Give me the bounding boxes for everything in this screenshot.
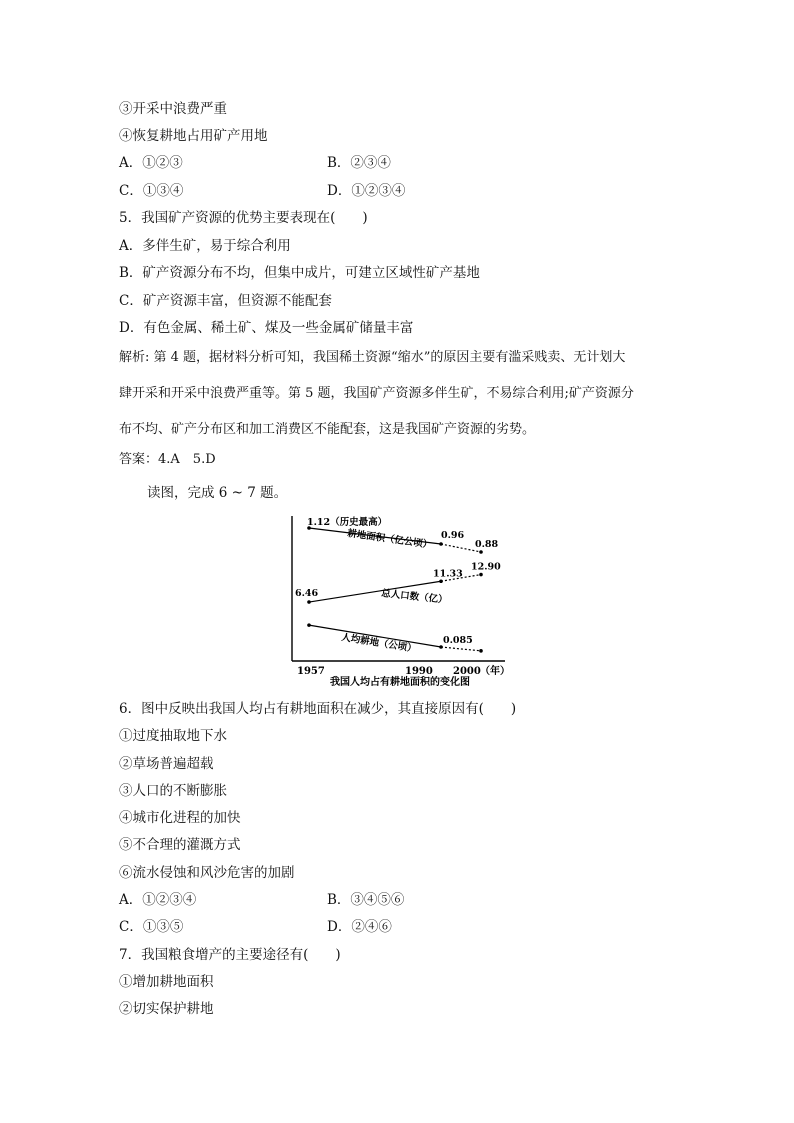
solution-line-3: 布不均、矿产分布区和加工消费区不能配套，这是我国矿产资源的劣势。 [119, 422, 536, 437]
series-1-point-2 [479, 573, 483, 577]
solution-line-2: 肆开采和开采中浪费严重等。第 5 题，我国矿产资源多伴生矿，不易综合利用;矿产资源分 [119, 386, 634, 401]
q7-item-1: ①增加耕地面积 [119, 974, 214, 990]
series-1-name-label: 总人口数（亿） [380, 588, 448, 606]
series-0-data-label-0: 1.12（历史最高） [307, 517, 388, 528]
series-1-point-0 [307, 600, 311, 604]
series-2-point-0 [307, 623, 311, 627]
series-2-name-label: 人均耕地（公顷） [340, 632, 418, 655]
q5-stem: 5．我国矿产资源的优势主要表现在( ) [119, 210, 368, 226]
q6-item-4: ④城市化进程的加快 [119, 810, 241, 826]
x-tick-1990: 1990 [405, 666, 433, 677]
series-1-data-label-1: 11.33 [433, 568, 463, 580]
series-1-data-label-2: 12.90 [471, 561, 501, 573]
q6-option-c: C．①③⑤ [119, 919, 184, 935]
series-2-data-label-1: 0.085 [443, 635, 473, 646]
cropland-chart [285, 506, 515, 686]
x-axis-unit: （年） [480, 666, 510, 677]
chart-title: 我国人均占有耕地面积的变化图 [330, 677, 470, 686]
q6-item-3: ③人口的不断膨胀 [119, 783, 227, 799]
series-0-data-label-2: 0.88 [475, 539, 499, 550]
q4-option-b: B．②③④ [327, 155, 391, 171]
series-2-point-2 [479, 649, 483, 653]
q4-option-c: C．①③④ [119, 183, 184, 199]
q5-option-b: B．矿产资源分布不均，但集中成片，可建立区域性矿产基地 [119, 265, 480, 281]
q6-stem: 6．图中反映出我国人均占有耕地面积在减少，其直接原因有( ) [119, 701, 517, 717]
series-0-data-label-1: 0.96 [441, 530, 465, 541]
q6-option-b: B．③④⑤⑥ [327, 892, 405, 908]
x-tick-1957: 1957 [297, 666, 325, 677]
q5-option-c: C．矿产资源丰富，但资源不能配套 [119, 293, 332, 309]
series-1-data-label-0: 6.46 [295, 588, 319, 600]
q7-stem: 7．我国粮食增产的主要途径有( ) [119, 947, 341, 963]
q5-option-d: D．有色金属、稀土矿、煤及一些金属矿储量丰富 [119, 320, 414, 336]
q4-option-a: A．①②③ [119, 155, 183, 171]
q4-item-4: ④恢复耕地占用矿产用地 [119, 128, 268, 144]
chart-intro: 读图，完成 6 ~ 7 题。 [147, 485, 288, 501]
q6-item-1: ①过度抽取地下水 [119, 728, 227, 744]
q6-option-d: D．②④⑥ [327, 919, 392, 935]
q4-option-d: D．①②③④ [327, 183, 406, 199]
x-tick-2000: 2000 [453, 666, 481, 677]
q6-option-a: A．①②③④ [119, 892, 197, 908]
answer-line: 答案：4.A 5.D [119, 452, 216, 467]
series-0-point-1 [439, 542, 443, 546]
solution-line-1: 解析: 第 4 题，据材料分析可知，我国稀土资源“缩水”的原因主要有滥采贱卖、无计划大 [119, 350, 626, 365]
series-0-point-2 [479, 550, 483, 554]
q7-item-2: ②切实保护耕地 [119, 1001, 214, 1017]
series-0-name-label: 耕地面积（亿公顷） [346, 528, 433, 551]
series-1-point-1 [439, 579, 443, 583]
q6-item-5: ⑤不合理的灌溉方式 [119, 837, 241, 853]
q4-item-3: ③开采中浪费严重 [119, 101, 227, 117]
q5-option-a: A．多伴生矿，易于综合利用 [119, 238, 291, 254]
series-2-dashed-segment [441, 647, 481, 651]
q6-item-6: ⑥流水侵蚀和风沙危害的加剧 [119, 865, 295, 881]
q6-item-2: ②草场普遍超载 [119, 756, 214, 772]
